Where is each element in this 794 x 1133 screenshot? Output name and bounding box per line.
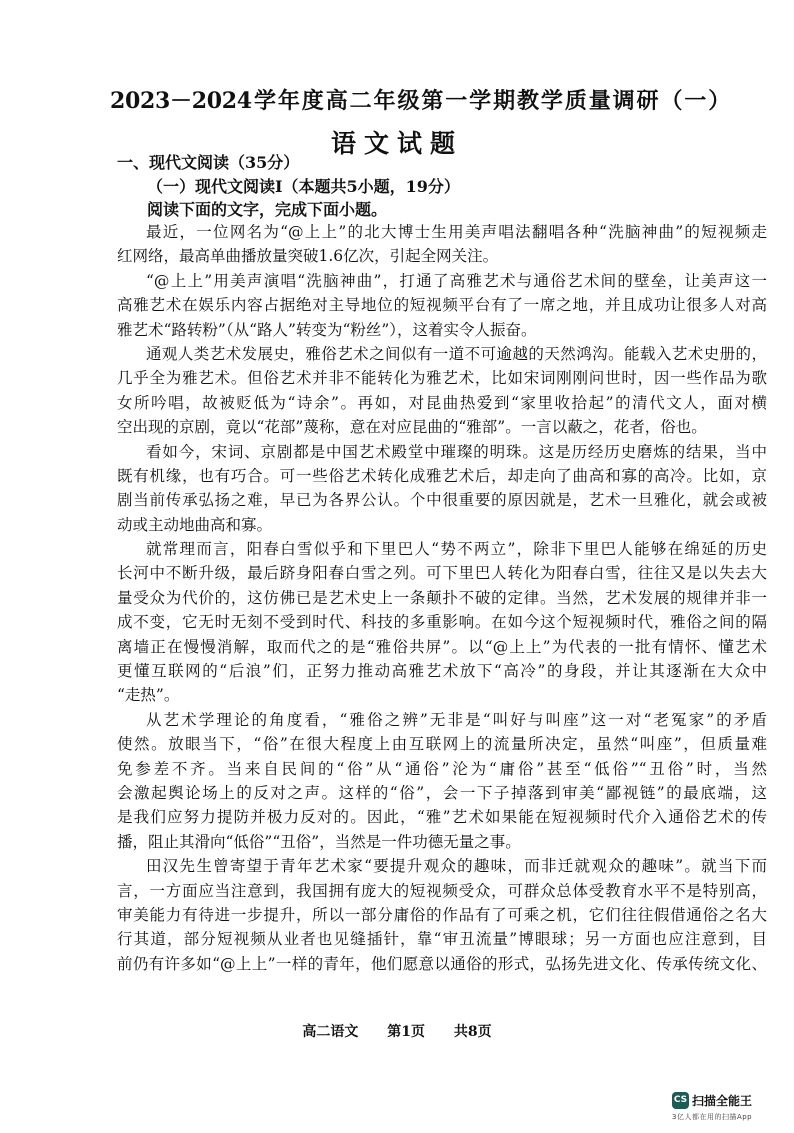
paragraph: [117, 708, 767, 854]
watermark-name: 扫描全能王: [692, 1094, 753, 1108]
text-line: 离墙正在慢慢消解，取而代之的是“雅俗共屏”。以“@上上”为代表的一批有情怀、懂艺术: [117, 637, 767, 656]
text-line: 最近，一位网名为“@上上”的北大博士生用美声唱法翻唱各种“洗脑神曲”的短视频走: [146, 223, 767, 241]
text-line: 是我们应努力提防并极力反对的。因此，“雅”艺术如果能在短视频时代介入通俗艺术的传: [117, 808, 767, 827]
text-line: 女所吟唱，故被贬低为“诗余”。再如，对昆曲热爱到“家里收拾起”的清代文人，面对横: [117, 393, 767, 412]
exam-subject-title: 语文试题: [330, 129, 463, 158]
text-line: 长河中不断升级，最后跻身阳春白雪之列。可下里巴人转化为阳春白雪，往往又是以失去大: [117, 564, 767, 583]
text-line: 动或主动地曲高和寡。: [117, 515, 273, 534]
text-line: 剧当前传承弘扬之难，早已为各界公认。个中很重要的原因就是，艺术一旦雅化，就会或被: [117, 491, 767, 510]
text-line: 前仍有许多如“@上上”一样的青年，他们愿意以通俗的形式，弘扬先进文化、传承传统文化、: [117, 954, 767, 973]
section-heading: 一、现代文阅读（35分）: [117, 153, 300, 172]
text-line: 雅艺术“路转粉”（从“路人”转变为“粉丝”），这着实令人振奋。: [117, 320, 537, 339]
text-line: 高雅艺术在娱乐内容占据绝对主导地位的短视频平台有了一席之地，并且成功让很多人对高: [117, 296, 767, 315]
text-line: 行其道，部分短视频从业者也见缝插针，靠“审丑流量”博眼球；另一方面也应注意到，目: [117, 930, 767, 949]
footer-subject: 高二语文: [302, 1024, 359, 1040]
text-line: “走热”。: [117, 686, 180, 705]
text-line: 从艺术学理论的角度看，“雅俗之辨”无非是“叫好与叫座”这一对“老冤家”的矛盾: [146, 710, 767, 729]
text-line: 量受众为代价的，这仿佛已是艺术史上一条颠扑不破的定律。当然，艺术发展的规律并非一: [117, 588, 767, 607]
text-line: 更懂互联网的“后浪”们，正努力推动高雅艺术放下“高冷”的身段，并让其逐渐在大众中: [117, 662, 767, 681]
paragraph: [117, 537, 767, 708]
watermark-tagline: 3亿人都在用的扫描App: [672, 1113, 753, 1121]
text-line: 空出现的京剧，竟以“花部”蔑称，意在对应昆曲的“雅部”。一言以蔽之，花者，俗也。: [117, 418, 707, 437]
footer-page-number: 第1页: [387, 1024, 425, 1040]
paragraph: [117, 440, 767, 538]
text-line: 红网络，最高单曲播放量突破1.6亿次，引起全网关注。: [117, 247, 499, 266]
text-line: 田汉先生曾寄望于青年艺术家“要提升观众的趣味，而非迁就观众的趣味”。就当下而: [146, 857, 767, 876]
text-line: 既有机缘，也有巧合。可一些俗艺术转化成雅艺术后，却走向了曲高和寡的高冷。比如，京: [117, 466, 767, 485]
reading-passage: [117, 220, 767, 976]
text-line: 会激起舆论场上的反对之声。这样的“俗”，会一下子掉落到审美“鄙视链”的最底端，这: [117, 783, 767, 802]
reading-instruction: 阅读下面的文字，完成下面小题。: [147, 200, 388, 219]
paragraph: [117, 269, 767, 342]
text-line: 通观人类艺术发展史，雅俗艺术之间似有一道不可逾越的天然鸿沟。能载入艺术史册的，: [146, 344, 767, 363]
paragraph: [117, 220, 767, 269]
page-footer: [0, 1021, 794, 1041]
subsection-heading: （一）现代文阅读Ⅰ（本题共5小题，19分）: [147, 177, 460, 196]
text-line: 成不变，它无时无刻不受到时代、科技的多重影响。在如今这个短视频时代，雅俗之间的隔: [117, 613, 767, 632]
text-line: 看如今，宋词、京剧都是中国艺术殿堂中璀璨的明珠。这是历经历史磨炼的结果，当中: [146, 442, 767, 461]
text-line: 言，一方面应当注意到，我国拥有庞大的短视频受众，可群众总体受教育水平不是特别高，: [117, 881, 767, 900]
paragraph: [117, 854, 767, 976]
camscanner-logo-icon: CS: [672, 1092, 689, 1109]
text-line: “@上上”用美声演唱“洗脑神曲”，打通了高雅艺术与通俗艺术间的壁垒，让美声这一: [146, 271, 767, 290]
text-line: 使然。放眼当下，“俗”在很大程度上由互联网上的流量所决定，虽然“叫座”，但质量难: [117, 735, 767, 754]
footer-total-pages: 共8页: [453, 1024, 492, 1040]
paragraph: [117, 342, 767, 440]
exam-title: 2023－2024学年度高二年级第一学期教学质量调研（一）: [110, 88, 730, 114]
text-line: 就常理而言，阳春白雪似乎和下里巴人“势不两立”，除非下里巴人能够在绵延的历史: [146, 540, 767, 559]
text-line: 审美能力有待进一步提升，所以一部分庸俗的作品有了可乘之机，它们往往假借通俗之名大: [117, 905, 767, 924]
text-line: 几乎全为雅艺术。但俗艺术并非不能转化为雅艺术，比如宋词刚刚问世时，因一些作品为歌: [117, 369, 767, 388]
scanner-watermark: [672, 1090, 790, 1122]
text-line: 播，阻止其滑向“低俗”“丑俗”，当然是一件功德无量之事。: [117, 832, 521, 851]
text-line: 免参差不齐。当来自民间的“俗”从“通俗”沦为“庸俗”甚至“低俗”“丑俗”时，当然: [117, 759, 767, 778]
